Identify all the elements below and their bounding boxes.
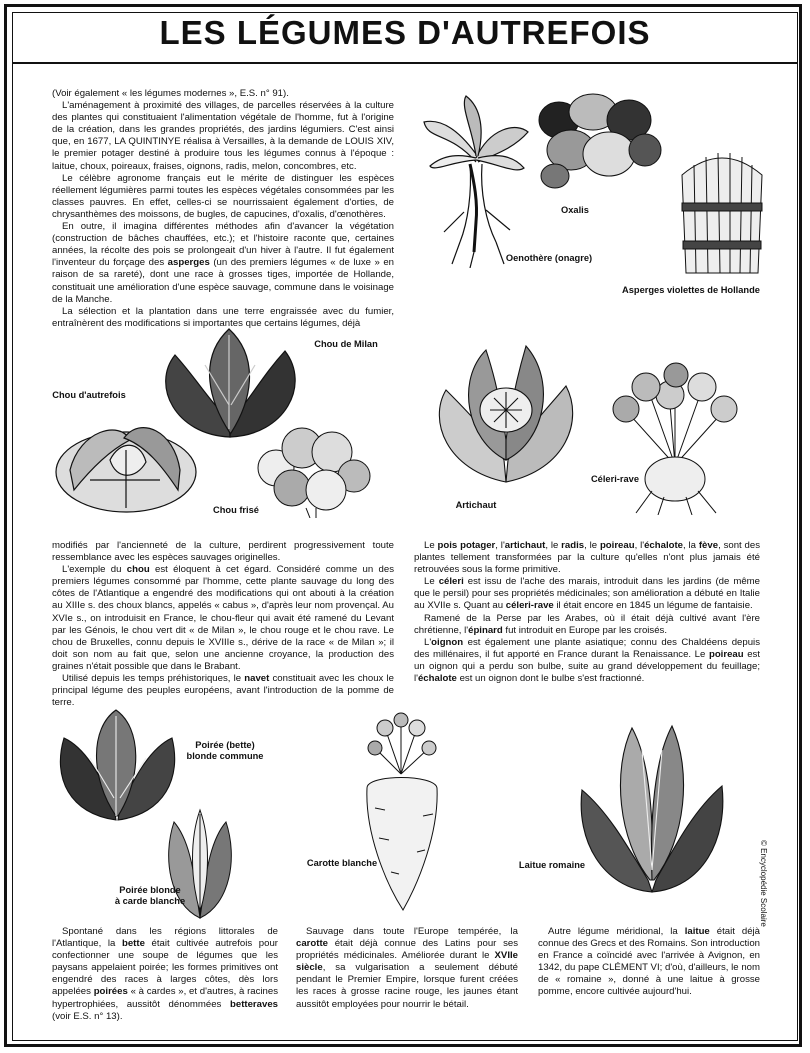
laitue-illustration <box>572 720 732 895</box>
intro-paragraph: La sélection et la plantation dans une terre engraissée avec du fumier, entraînèrent des modifications si importantes que certains légumes, déjà <box>52 305 394 329</box>
laitue-text <box>538 926 760 999</box>
bette-paragraph: Spontané dans les régions littorales de l'Atlantique, la bette était cultivée autrefois pour confectionner une soupe de légumes que les paysans appelaient poirée; les formes primitives ont engendré des races à larges côtes, dès lors appelées poirées « à cardes », et d'autres, à racines hypertrophiées, aussitôt dénommées betteraves (voir E.S. n° 13). <box>52 926 278 1022</box>
caption-chou-frise: Chou frisé <box>213 505 259 515</box>
oxalis-illustration <box>525 90 665 195</box>
caption-poiree-commune: Poirée (bette) blonde commune <box>186 740 264 761</box>
carotte-illustration <box>355 712 450 912</box>
carotte-text <box>296 926 518 1011</box>
intro-paragraph: En outre, il imagina différentes méthodes afin d'avancer la végétation (construction de bâches chauffées, etc.); et l'histoire raconte que, certaines années, la récolte des pois se prolongeait d'un hiver à l'autre. Il fut également l'inventeur du forçage des asperges (un des premiers légumes « de luxe » en raison de sa rareté), dont une race à grosses tiges, importée de Hollande, constituait une amélioration d'une espèce sauvage, commune dans le voisinage de la Manche. <box>52 221 395 305</box>
intro-paragraph: (Voir également « les légumes modernes », E.S. n° 91). <box>52 88 289 99</box>
caption-oenothere: Oenothère (onagre) <box>505 253 593 263</box>
caption-chou-autrefois: Chou d'autrefois <box>52 390 126 400</box>
bette-text <box>52 926 278 1023</box>
asperges-illustration <box>672 145 772 275</box>
choux-paragraph: modifiés par l'ancienneté de la culture, perdirent progressivement toute ressemblance avec les espèces sauvages originelles. <box>52 540 394 564</box>
page-title: LES LÉGUMES D'AUTREFOIS <box>159 14 651 51</box>
pois-paragraph: L'oignon est également une plante asiatique; connu des Chaldéens depuis des millénaires, il fut apporté en France durant la Renaissance. Le poireau est un oignon qui a perdu son bulbe, suite au grand développement du feuillage; l'échalote est un oignon dont le bulbe s'est fractionné. <box>414 636 760 685</box>
choux-paragraph: L'exemple du chou est éloquent à cet égard. Considéré comme un des premiers légumes consommé par l'homme, cette plante sauvage du long des côtes de l'Atlantique a engendré des modifications qui ont abouti à la création au XIIIe s. des choux blancs, appelés « cabus », d'après leur nom provençal. Au XVIe s., on introduisit en France, le chou-fleur qui avait été ramené du Levant par les Génois, le chou vert dit « de Milan », le chou rouge et le chou rave. Le chou de Bruxelles, connu depuis le XVIIIe s., dérive de la race « de Milan »; il doit son nom au fait que, selon une ancienne croyance, la production des graines n'était possible que dans le Brabant. <box>52 564 394 672</box>
intro-paragraph: Le célèbre agronome français eut le mérite de distinguer les espèces réellement légumières parmi toutes les espèces végétales consommées par les classes pauvres. En effet, celles-ci se nourrissaient également d'orties, de chrysanthèmes des moissons, de bugles, de capucines, d'oxalis, d'œnothères. <box>52 172 394 220</box>
chou-frise-illustration <box>246 418 376 518</box>
intro-text <box>52 88 394 330</box>
artichaut-illustration <box>426 340 586 485</box>
pois-paragraph: Ramené de la Perse par les Arabes, où il était déjà cultivé avant l'ère chrétienne, l'épinard fut introduit en Europe par les croisés. <box>414 612 760 636</box>
caption-carotte: Carotte blanche <box>306 858 378 868</box>
caption-poiree-carde: Poirée blonde à carde blanche <box>114 885 186 906</box>
caption-asperges: Asperges violettes de Hollande <box>622 285 760 295</box>
choux-text <box>52 540 394 709</box>
caption-celeri-rave: Céleri-rave <box>590 474 640 484</box>
carotte-paragraph: Sauvage dans toute l'Europe tempérée, la carotte était déjà connue des Latins pour ses propriétés médicinales. Améliorée durant le XVIIe siècle, sa vulgarisation a seulement débuté pendant le Premier Empire, lorsque furent créées les races à grosse racine rouge, les jaunes étant aussitôt employées pour nourrir le bétail. <box>296 926 518 1010</box>
pois-paragraph: Le céleri est issu de l'ache des marais, introduit dans les jardins (de même que le persil) pour ses propriétés médicinales; son amélioration a débuté en Italie au XVIIe s. Quant au céleri-rave il était encore en 1845 un légume de fantaisie. <box>414 576 761 612</box>
copyright-notice: © Encyclopédie Scolaire <box>759 840 768 927</box>
laitue-paragraph: Autre légume méridional, la laitue était déjà connue des Grecs et des Romains. Son introduction en France a coïncidé avec l'arrivée à Avignon, en 1342, du pape CLÉMENT VI; d'où, d'ailleurs, le nom de « romaine », donné à une laitue à grosse pomme, encore cultivée aujourd'hui. <box>538 926 760 998</box>
celeri-rave-illustration <box>600 355 750 515</box>
caption-oxalis: Oxalis <box>561 205 589 215</box>
oenothere-illustration <box>420 92 532 268</box>
intro-paragraph: L'aménagement à proximité des villages, de parcelles réservées à la culture des plantes qui constituaient l'alimentation végétale de l'homme, fut à l'origine de la création, dans les grandes propriétés, des jardins légumiers. C'est ainsi que, en 1677, LA QUINTINYE réalisa à Versailles, à la demande de LOUIS XIV, le premier potager destiné à produire tous les légumes connus à l'époque : laitue, choux, poireaux, fraises, oignons, radis, melon, concombres, etc. <box>52 100 394 172</box>
chou-autrefois-illustration <box>50 410 200 515</box>
pois-text <box>414 540 760 685</box>
caption-artichaut: Artichaut <box>455 500 497 510</box>
caption-laitue: Laitue romaine <box>518 860 586 870</box>
choux-paragraph: Utilisé depuis les temps préhistoriques, le navet constituait avec les choux le principal légume des peuples européens, avant l'introduction de la pomme de terre. <box>52 673 394 709</box>
caption-chou-milan: Chou de Milan <box>314 339 378 349</box>
title-rule <box>12 62 798 64</box>
poiree-commune-illustration <box>50 708 185 823</box>
pois-paragraph: Le pois potager, l'artichaut, le radis, le poireau, l'échalote, la fève, sont des plantes tellement transformées par la culture qu'elles n'ont plus jamais été retrouvées sous la forme primitive. <box>414 540 761 576</box>
